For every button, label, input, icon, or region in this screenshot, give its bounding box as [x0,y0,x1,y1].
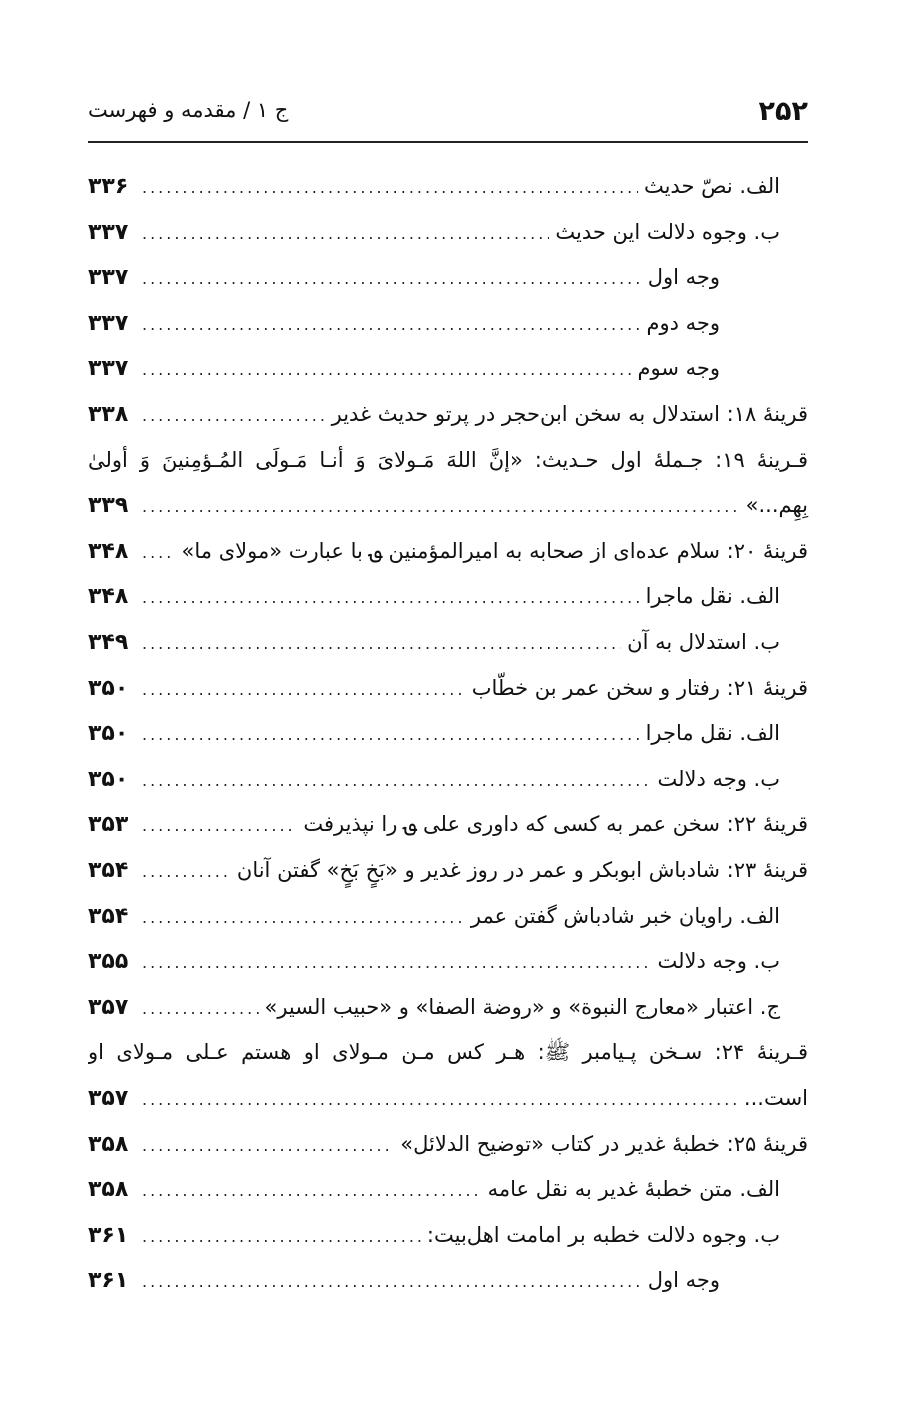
toc-entry[interactable] [88,801,808,847]
toc-entry[interactable] [88,528,808,574]
toc-entry[interactable] [88,665,808,711]
toc-entry-title: قرينۀ ۲۳: شادباش ابوبكر و عمر در روز غدير و «بَخٍ بَخٍ» گفتن آنان [236,858,808,882]
toc-entry-page-number: ۳۵۴ [88,858,129,883]
toc-entry[interactable] [88,1257,808,1303]
toc-entry[interactable] [88,163,808,209]
dot-leader [142,165,638,211]
toc-entry-page-number: ۳۵۸ [88,1131,129,1157]
dot-leader [142,895,465,941]
toc-entry-title: قرينۀ ۱۸: استدلال به سخن ابن‌حجر در پرتو حديث غدير [331,402,808,426]
toc-entry[interactable] [88,254,808,300]
running-title: ج ۱ / مقدمه و فهرست [88,98,289,122]
page-number: ۲۵۲ [758,96,808,127]
toc-entry-page-number: ۳۵۷ [88,994,129,1020]
toc-entry-page-number: ۳۵۷ [88,1086,129,1111]
toc-entry-page-number: ۳۴۸ [88,538,129,564]
toc-entry-title: ب. وجوه دلالت اين حديث [555,219,780,244]
toc-entry-first-line[interactable]: قـرينۀ ۱۹: جـملۀ اول حـديث: «إنَّ اللهَ مَـولایَ وَ أنـا مَـولَی المُـؤمِنینَ وَ أولیٰ [88,447,808,472]
toc-entry[interactable] [88,710,808,756]
toc-entry[interactable] [88,1212,808,1258]
dot-leader [142,803,297,849]
toc-entry-page-number: ۳۵۵ [88,949,129,975]
toc-entry-page-number: ۳۵۰ [88,675,129,701]
toc-entry-page-number: ۳۵۳ [88,812,129,838]
dot-leader [142,575,640,621]
toc-entry[interactable] [88,1166,808,1212]
toc-entry-title: الف. راويان خبر شادباش گفتن عمر [470,903,780,928]
dot-leader [142,302,640,348]
toc-entry-title: قرينۀ ۲۱: رفتار و سخن عمر بن خطّاب [471,675,808,700]
toc-entry[interactable] [88,482,808,528]
dot-leader [142,758,651,804]
dot-leader [142,393,326,439]
dot-leader [142,1259,642,1305]
toc-entry-page-number: ۳۳۷ [88,265,129,291]
toc-entry-title: وجه اول [647,1268,720,1293]
toc-entry-title: ب. استدلال به آن [627,630,780,654]
toc-entry-title: ب. وجه دلالت [657,949,780,974]
toc-entry-page-number: ۳۳۸ [88,402,129,427]
toc-entry[interactable] [88,619,808,665]
toc-entry-title: الف. متن خطبۀ غدير به نقل عامه [487,1177,780,1202]
toc-entry-title: وجه دوم [646,310,720,335]
toc-entry[interactable] [88,1121,808,1167]
toc-entry-page-number: ۳۳۷ [88,356,129,382]
toc-entry-title: وجه اول [647,265,720,290]
toc-entry[interactable] [88,938,808,984]
dot-leader [142,1077,738,1123]
toc-entry-title: است... [743,1086,808,1110]
toc-entry[interactable] [88,391,808,437]
dot-leader [142,211,549,257]
toc-entry-title: الف. نصّ حديث [643,174,780,198]
toc-entry-page-number: ۳۳۹ [88,493,129,519]
toc-entry-page-number: ۳۶۱ [88,1268,129,1294]
toc-entry[interactable] [88,345,808,391]
dot-leader [142,530,176,576]
toc-entry-page-number: ۳۵۰ [88,721,129,747]
dot-leader [142,1214,421,1260]
dot-leader [142,347,631,393]
dot-leader [142,712,640,758]
dot-leader [142,484,740,530]
toc-entry-page-number: ۳۳۷ [88,310,129,336]
dot-leader [142,1123,394,1169]
toc-entry-title: الف. نقل ماجرا [645,584,780,609]
toc-entry[interactable] [88,1075,808,1121]
toc-entry-first-line[interactable]: قـرينۀ ۲۴: سـخن پـيامبر ﷺ: هـر كس مـن مـولای او هستم عـلی مـولای او [88,1040,808,1065]
table-of-contents [88,0,808,1410]
toc-entry-page-number: ۳۴۸ [88,584,129,610]
toc-entry-title: ب. وجه دلالت [657,766,780,791]
toc-entry-page-number: ۳۴۹ [88,630,129,655]
dot-leader [142,621,621,667]
toc-entry[interactable] [88,756,808,802]
toc-entry-title: قرينۀ ۲۵: خطبۀ غدير در كتاب «توضيح الدلائل» [400,1131,808,1156]
toc-entry-title: بِهِم...» [745,493,808,518]
toc-entry-page-number: ۳۶۱ [88,1222,129,1248]
toc-entry[interactable] [88,847,808,893]
dot-leader [142,849,231,895]
toc-entry-page-number: ۳۵۰ [88,766,129,792]
toc-entry[interactable] [88,984,808,1030]
toc-entry[interactable] [88,209,808,255]
toc-entry-title: ج. اعتبار «معارج النبوة» و «روضة الصفا» و «حبيب السير» [264,994,780,1019]
toc-entry[interactable] [88,300,808,346]
toc-entry[interactable] [88,893,808,939]
toc-entry-title: قرينۀ ۲۰: سلام عده‌ای از صحابه به اميرالمؤمنين ؈ با عبارت «مولای ما» [181,538,808,563]
toc-entry-page-number: ۳۵۸ [88,1177,129,1203]
toc-entry-title: ب. وجوه دلالت خطبه بر امامت اهل‌بيت: [426,1222,780,1247]
toc-entry[interactable] [88,573,808,619]
dot-leader [142,940,651,986]
toc-entry-page-number: ۳۵۴ [88,903,129,929]
dot-leader [142,1168,482,1214]
dot-leader [142,986,259,1032]
dot-leader [142,667,466,713]
toc-entry-title: قرينۀ ۲۲: سخن عمر به كسی كه داوری علی ؈ را نپذيرفت [303,812,808,837]
dot-leader [142,256,642,302]
toc-entry-page-number: ۳۳۷ [88,219,129,245]
toc-entry-page-number: ۳۳۶ [88,174,129,199]
toc-entry-title: الف. نقل ماجرا [645,721,780,746]
toc-entry-title: وجه سوم [637,356,720,381]
